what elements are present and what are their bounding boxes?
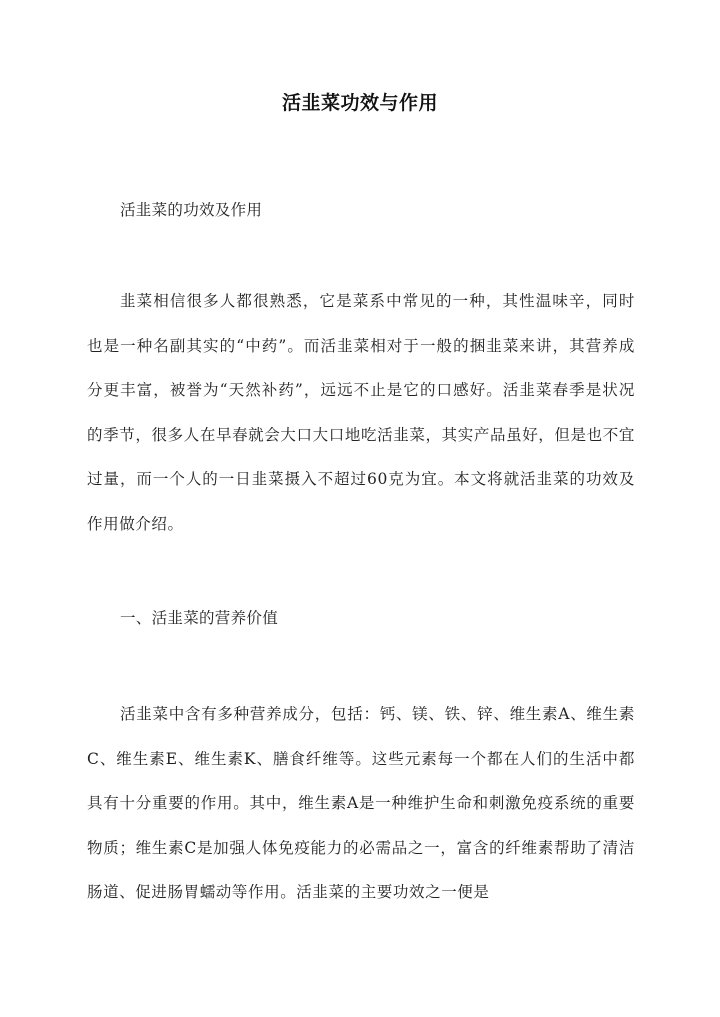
document-title: 活韭菜功效与作用 <box>281 92 438 114</box>
intro-paragraph: 韭菜相信很多人都很熟悉，它是菜系中常见的一种，其性温味辛，同时也是一种名副其实的“中药”。而活韭菜相对于一般的捆韭菜来讲，其营养成分更丰富，被誉为“天然补药”，远远不止是它的口感好。活韭菜春季是状况的季节，很多人在早春就会大口大口地吃活韭菜，其实产品虽好，但是也不宜过量，而一个人的一日韭菜摄入不超过60克为宜。本文将就活韭菜的功效及作用做介绍。 <box>87 292 635 533</box>
subsection-heading-nutrition: 一、活韭菜的营养价值 <box>120 609 279 627</box>
nutrition-paragraph: 活韭菜中含有多种营养成分，包括：钙、镁、铁、锌、维生素A、维生素C、维生素E、维生素K、膳食纤维等。这些元素每一个都在人们的生活中都具有十分重要的作用。其中，维生素A是一种维护生命和刺激免疫系统的重要物质；维生素C是加强人体免疫能力的必需品之一，富含的纤维素帮助了清洁肠道、促进肠胃蠕动等作用。活韭菜的主要功效之一便是 <box>87 705 635 901</box>
section-heading: 活韭菜的功效及作用 <box>120 201 263 219</box>
